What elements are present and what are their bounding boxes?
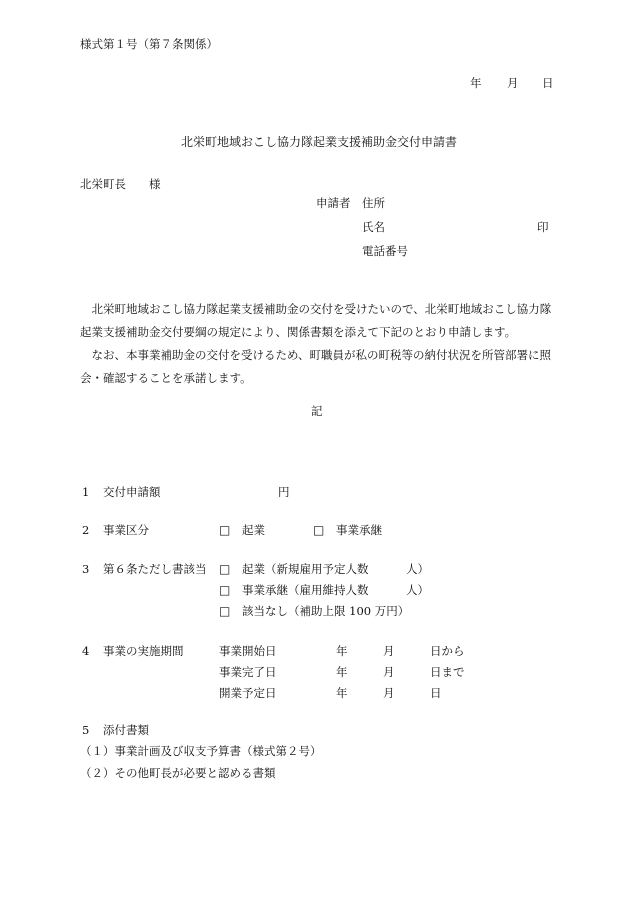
option-succession-retain-label: 事業承継（雇用維持人数	[242, 583, 369, 597]
document-title: 北栄町地域おこし協力隊起業支援補助金交付申請書	[181, 135, 458, 149]
applicant-phone-label: 電話番号	[362, 244, 408, 258]
applicant-label: 申請者	[316, 196, 351, 210]
item-number: 4	[82, 644, 90, 658]
period-day: 日	[430, 686, 442, 700]
ki-heading: 記	[311, 404, 323, 418]
checkbox-succession-retain[interactable]: □	[219, 583, 231, 597]
item-number: 5	[82, 723, 90, 737]
period-year: 年	[336, 644, 348, 658]
item-label: 添付書類	[103, 723, 149, 737]
period-month: 月	[383, 665, 395, 679]
item-number: 2	[82, 523, 90, 537]
period-row-label: 事業開始日	[219, 644, 277, 658]
checkbox-startup[interactable]: □	[219, 523, 231, 537]
checkbox-startup-hiring[interactable]: □	[219, 562, 231, 576]
date-day: 日	[542, 76, 554, 90]
statement-paragraph-1: 北栄町地域おこし協力隊起業支援補助金の交付を受けたいので、北栄町地域おこし協力隊起業支援補助金交付要綱の規定により、関係書類を添えて下記のとおり申請します。	[80, 302, 552, 339]
addressee-honorific: 様	[149, 177, 161, 191]
item-label: 交付申請額	[103, 485, 161, 499]
period-row-label: 開業予定日	[219, 686, 277, 700]
item-number: 3	[82, 562, 90, 576]
option-succession-retain-unit: 人）	[406, 583, 429, 597]
seal-mark: 印	[537, 220, 549, 234]
period-month: 月	[383, 686, 395, 700]
option-startup-label: 起業	[242, 523, 265, 537]
period-day: 日から	[430, 644, 465, 658]
applicant-name-label: 氏名	[362, 220, 385, 234]
attachment-doc: （２）その他町長が必要と認める書類	[80, 766, 276, 780]
applicant-address-label: 住所	[362, 196, 385, 210]
period-year: 年	[336, 665, 348, 679]
item-label: 第６条ただし書該当	[103, 562, 207, 576]
statement-paragraph-2: なお、本事業補助金の交付を受けるため、町職員が私の町税等の納付状況を所管部署に照会・確認することを承諾します。	[80, 348, 552, 385]
period-month: 月	[383, 644, 395, 658]
checkbox-succession[interactable]: □	[313, 523, 325, 537]
period-day: 日まで	[430, 665, 465, 679]
item-label: 事業区分	[103, 523, 149, 537]
option-not-applicable-label: 該当なし（補助上限 100 万円）	[242, 604, 410, 618]
period-row-label: 事業完了日	[219, 665, 277, 679]
option-succession-label: 事業承継	[336, 523, 382, 537]
date-year: 年	[470, 76, 482, 90]
period-year: 年	[336, 686, 348, 700]
application-statement	[80, 298, 555, 390]
option-startup-hiring-unit: 人）	[406, 562, 429, 576]
amount-unit: 円	[278, 485, 290, 499]
attachment-doc: （１）事業計画及び収支予算書（様式第２号）	[80, 744, 322, 758]
item-number: 1	[82, 485, 90, 499]
option-startup-hiring-label: 起業（新規雇用予定人数	[242, 562, 369, 576]
item-label: 事業の実施期間	[103, 644, 184, 658]
form-number: 様式第１号（第７条関係）	[80, 37, 218, 51]
date-month: 月	[507, 76, 519, 90]
addressee-name: 北栄町長	[80, 177, 126, 191]
checkbox-not-applicable[interactable]: □	[219, 604, 231, 618]
